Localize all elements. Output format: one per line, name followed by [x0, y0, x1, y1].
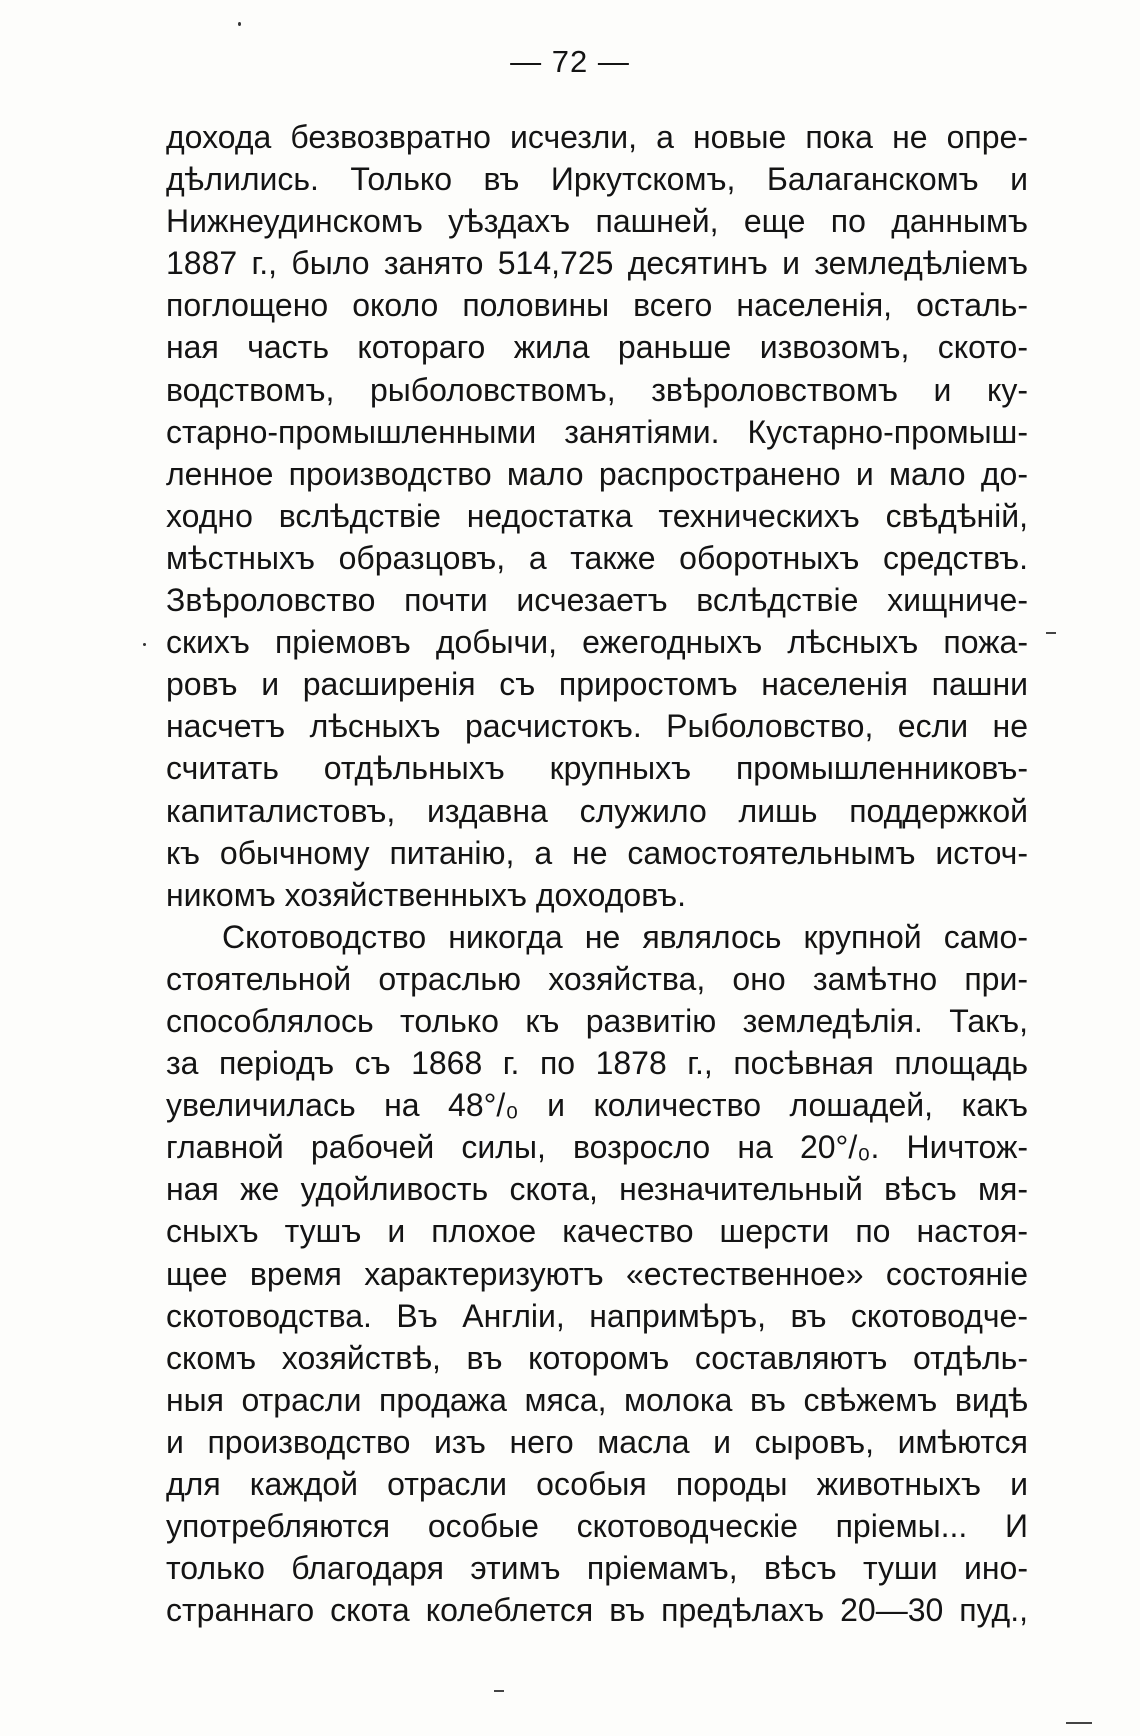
text-line: скотоводства. Въ Англіи, напримѣръ, въ скотоводче- — [166, 1297, 1028, 1334]
text-line: ная же удойливость скота, незначительный вѣсъ мя- — [166, 1171, 1028, 1208]
text-line: дѣлились. Только въ Иркутскомъ, Балаганскомъ и — [166, 161, 1028, 198]
text-line: старно-промышленными занятіями. Кустарно-промыш- — [166, 413, 1028, 450]
text-line: поглощено около половины всего населенія, осталь- — [166, 287, 1028, 324]
scan-speck — [143, 643, 146, 646]
text-line: ленное производство мало распространено и мало до- — [166, 455, 1028, 492]
text-line: считать отдѣльныхъ крупныхъ промышленниковъ- — [166, 750, 1028, 787]
text-line: водствомъ, рыболовствомъ, звѣроловствомъ и ку- — [166, 371, 1028, 408]
text-line: Звѣроловство почти исчезаетъ вслѣдствіе хищниче- — [166, 582, 1028, 619]
text-line: стоятельной отраслью хозяйства, оно замѣтно при- — [166, 960, 1028, 997]
text-line: никомъ хозяйственныхъ доходовъ. — [166, 876, 687, 913]
page-number: — 72 — — [510, 44, 630, 79]
text-line: 1887 г., было занято 514,725 десятинъ и земледѣліемъ — [166, 245, 1028, 282]
text-line: мѣстныхъ образцовъ, а также оборотныхъ средствъ. — [166, 539, 1028, 576]
text-line: къ обычному питанію, а не самостоятельнымъ источ- — [166, 834, 1028, 871]
text-line: увеличилась на 48°/₀ и количество лошадей, какъ — [166, 1087, 1028, 1124]
scan-speck — [238, 22, 241, 26]
text-line: за періодъ съ 1868 г. по 1878 г., посѣвная площадь — [166, 1045, 1028, 1082]
text-line: Скотоводство никогда не являлось крупной само- — [222, 918, 1028, 955]
text-line: щее время характеризуютъ «естественное» состояніе — [166, 1255, 1028, 1292]
paragraph-1 — [166, 116, 1028, 916]
text-line: ныя отрасли продажа мяса, молока въ свѣжемъ видѣ — [166, 1381, 1028, 1418]
text-line: скихъ пріемовъ добычи, ежегодныхъ лѣсныхъ пожа- — [166, 624, 1028, 661]
margin-mark — [494, 1690, 504, 1692]
text-line: употребляются особые скотоводческіе пріемы... И — [166, 1508, 1028, 1545]
text-line: капиталистовъ, издавна служило лишь поддержкой — [166, 792, 1028, 829]
text-line: скомъ хозяйствѣ, въ которомъ составляютъ отдѣль- — [166, 1339, 1028, 1376]
text-line: дохода безвозвратно исчезли, а новые пока не опре- — [166, 119, 1028, 155]
body-text — [166, 116, 1028, 1631]
margin-mark — [1066, 1722, 1092, 1724]
text-line: главной рабочей силы, возросло на 20°/₀. Ничтож- — [166, 1129, 1028, 1166]
margin-mark — [1046, 632, 1056, 634]
text-line: только благодаря этимъ пріемамъ, вѣсъ туши ино- — [166, 1550, 1028, 1587]
text-line: и производство изъ него масла и сыровъ, имѣются — [166, 1423, 1028, 1460]
text-line: страннаго скота колеблется въ предѣлахъ 20—30 пуд., — [166, 1592, 1028, 1629]
text-line: для каждой отрасли особыя породы животныхъ и — [166, 1466, 1028, 1502]
text-line: Нижнеудинскомъ уѣздахъ пашней, еще по даннымъ — [166, 203, 1028, 240]
text-line: ная часть котораго жила раньше извозомъ, ското- — [166, 329, 1028, 366]
text-line: способлялось только къ развитію земледѣлія. Такъ, — [166, 1002, 1028, 1039]
paragraph-2 — [166, 916, 1028, 1632]
text-line: сныхъ тушъ и плохое качество шерсти по настоя- — [166, 1213, 1028, 1250]
text-line: ровъ и расширенія съ приростомъ населенія пашни — [166, 666, 1028, 703]
text-line: ходно вслѣдствіе недостатка техническихъ свѣдѣній, — [166, 497, 1028, 534]
text-line: насчетъ лѣсныхъ расчистокъ. Рыболовство, если не — [166, 708, 1028, 745]
